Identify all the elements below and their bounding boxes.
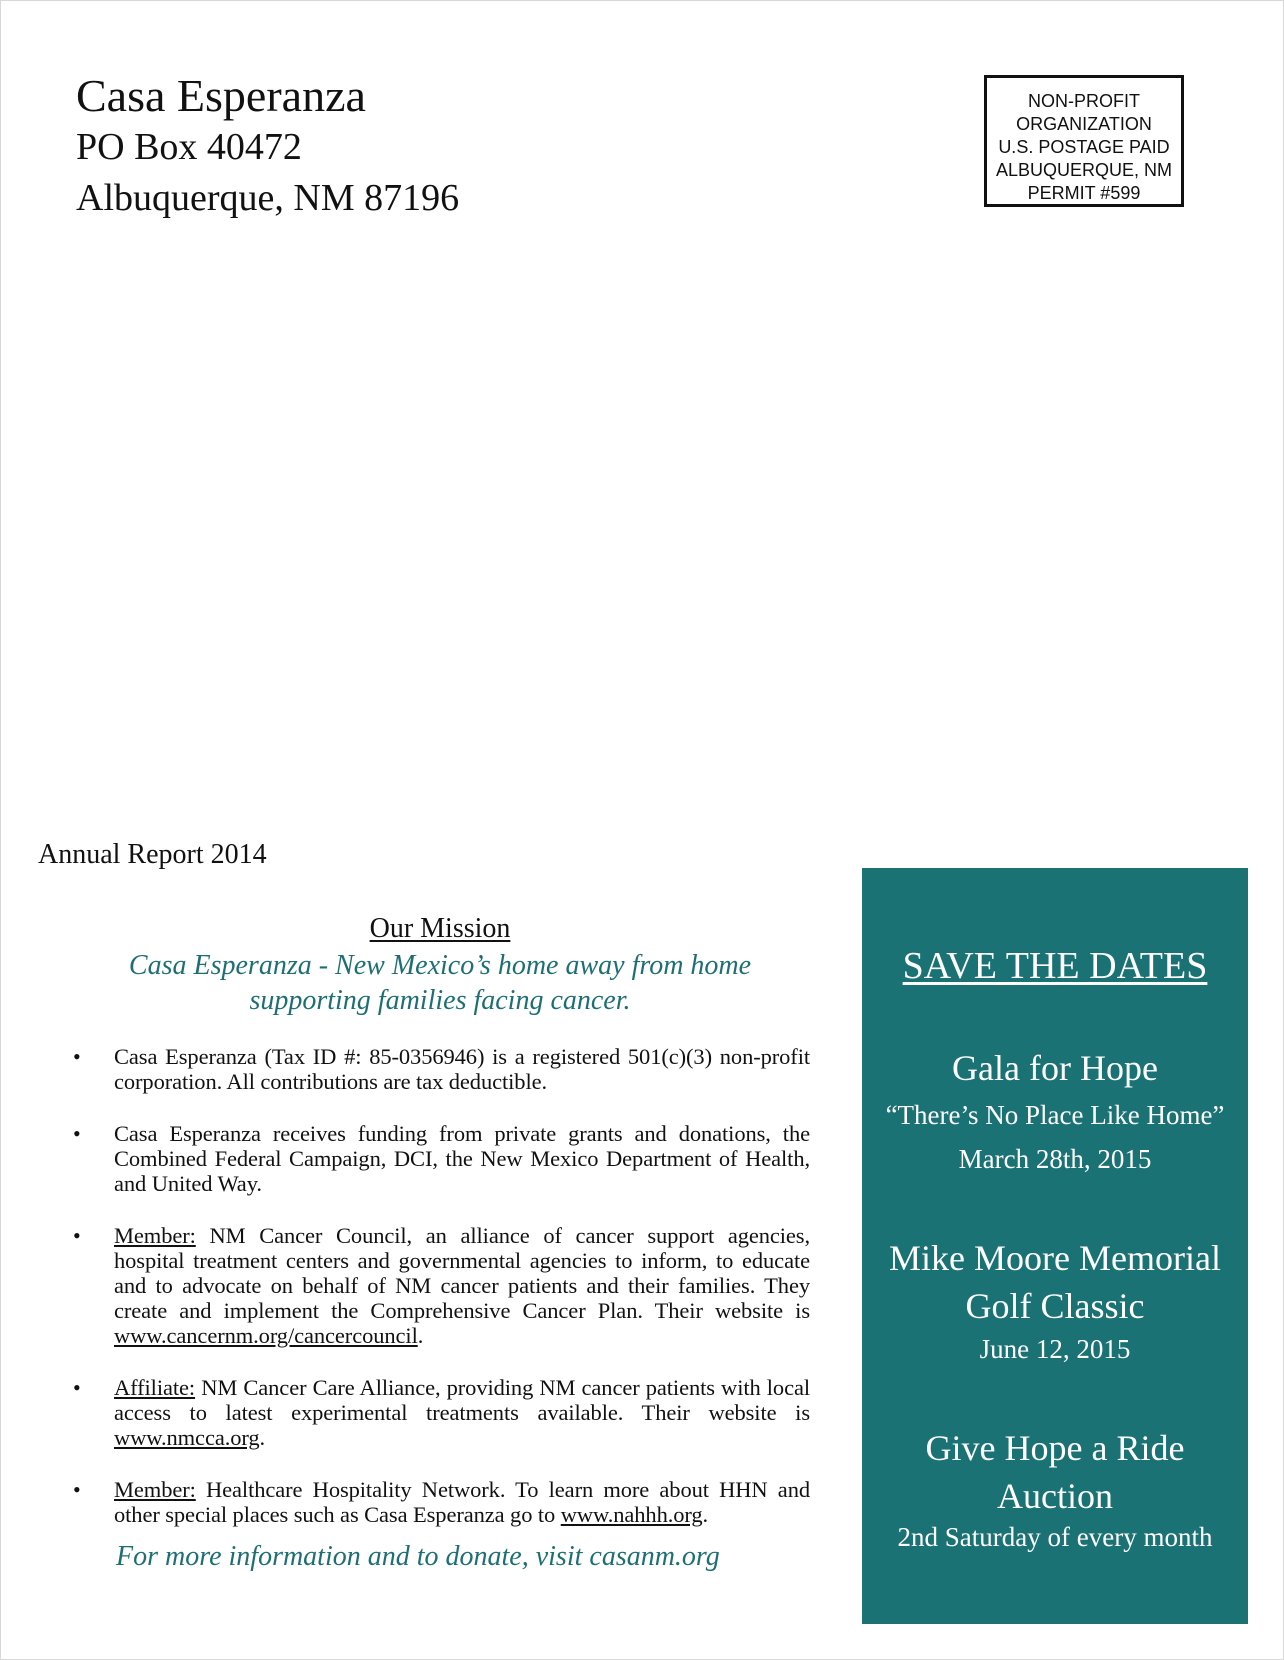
indicia-line: ORGANIZATION: [1016, 114, 1152, 134]
indicia-line: ALBUQUERQUE, NM: [995, 160, 1173, 180]
bullet-text: NM Cancer Care Alliance, providing NM cancer patients with local access to latest experimental treatments available. Their website is: [114, 1375, 810, 1425]
event-name: Gala for Hope: [952, 1048, 1158, 1088]
bullet-tail: .: [702, 1502, 709, 1527]
bullet-text: Casa Esperanza receives funding from private grants and donations, the Combined Federal Campaign, DCI, the New Mexico Department of Health, and United Way.: [114, 1121, 810, 1196]
bullet-text: Healthcare Hospitality Network. To learn more about HHN and other special places such as Casa Esperanza go to: [114, 1477, 810, 1527]
bullet-label: Affiliate:: [114, 1375, 196, 1400]
nahhh-link[interactable]: www.nahhh.org: [560, 1502, 703, 1527]
event-date: 2nd Saturday of every month: [897, 1522, 1213, 1552]
indicia-line: PERMIT #599: [1027, 183, 1141, 203]
nmcca-link[interactable]: www.nmcca.org: [114, 1425, 260, 1450]
list-item: [70, 1121, 810, 1196]
bullet-label: Member:: [114, 1477, 196, 1502]
mission-statement: [70, 948, 810, 1018]
event-name-line-1: Mike Moore Memorial: [889, 1238, 1221, 1278]
donate-info: For more information and to donate, visit casanm.org: [116, 1541, 720, 1572]
event-date: June 12, 2015: [979, 1334, 1131, 1364]
indicia-line: NON-PROFIT: [1028, 91, 1140, 111]
annual-report-title: Annual Report 2014: [38, 839, 267, 870]
list-item: [70, 1477, 810, 1527]
po-box: PO Box 40472: [76, 126, 302, 168]
return-address: [76, 70, 459, 224]
bullet-tail: .: [259, 1425, 266, 1450]
bullet-text: Casa Esperanza (Tax ID #: 85-0356946) is a registered 501(c)(3) non-profit corporation. All contributions are tax deductible.: [114, 1044, 810, 1094]
event-gala: [862, 1044, 1248, 1176]
mission-line-1: Casa Esperanza - New Mexico’s home away from home: [128, 950, 752, 981]
list-item: [70, 1044, 810, 1094]
bullet-tail: .: [417, 1323, 424, 1348]
list-item: [70, 1375, 810, 1450]
mission-section: [70, 912, 810, 1574]
event-name-line-2: Auction: [997, 1476, 1113, 1516]
info-list: [70, 1044, 810, 1527]
cancer-council-link[interactable]: www.cancernm.org/cancercouncil: [114, 1323, 418, 1348]
organization-name: Casa Esperanza: [76, 70, 366, 121]
indicia-line: U.S. POSTAGE PAID: [998, 137, 1170, 157]
bullet-label: Member:: [114, 1223, 196, 1248]
event-date: March 28th, 2015: [958, 1144, 1152, 1174]
save-the-dates-heading: SAVE THE DATES: [902, 945, 1208, 987]
event-name-line-1: Give Hope a Ride: [925, 1428, 1185, 1468]
event-name-line-2: Golf Classic: [965, 1286, 1145, 1326]
bullet-text: NM Cancer Council, an alliance of cancer support agencies, hospital treatment centers and governmental agencies to inform, to educate and to advocate on behalf of NM cancer patients and their families. They create and implement the Comprehensive Cancer Plan. Their website is: [114, 1223, 810, 1323]
list-item: [70, 1223, 810, 1348]
mission-heading: Our Mission: [369, 913, 511, 944]
postage-indicia: [984, 75, 1184, 207]
event-subtitle: “There’s No Place Like Home”: [885, 1100, 1225, 1130]
save-the-dates-panel: [862, 868, 1248, 1624]
mission-line-2: supporting families facing cancer.: [249, 985, 631, 1016]
event-golf-classic: [862, 1234, 1248, 1366]
event-auction: [862, 1424, 1248, 1554]
city-state-zip: Albuquerque, NM 87196: [76, 177, 460, 219]
